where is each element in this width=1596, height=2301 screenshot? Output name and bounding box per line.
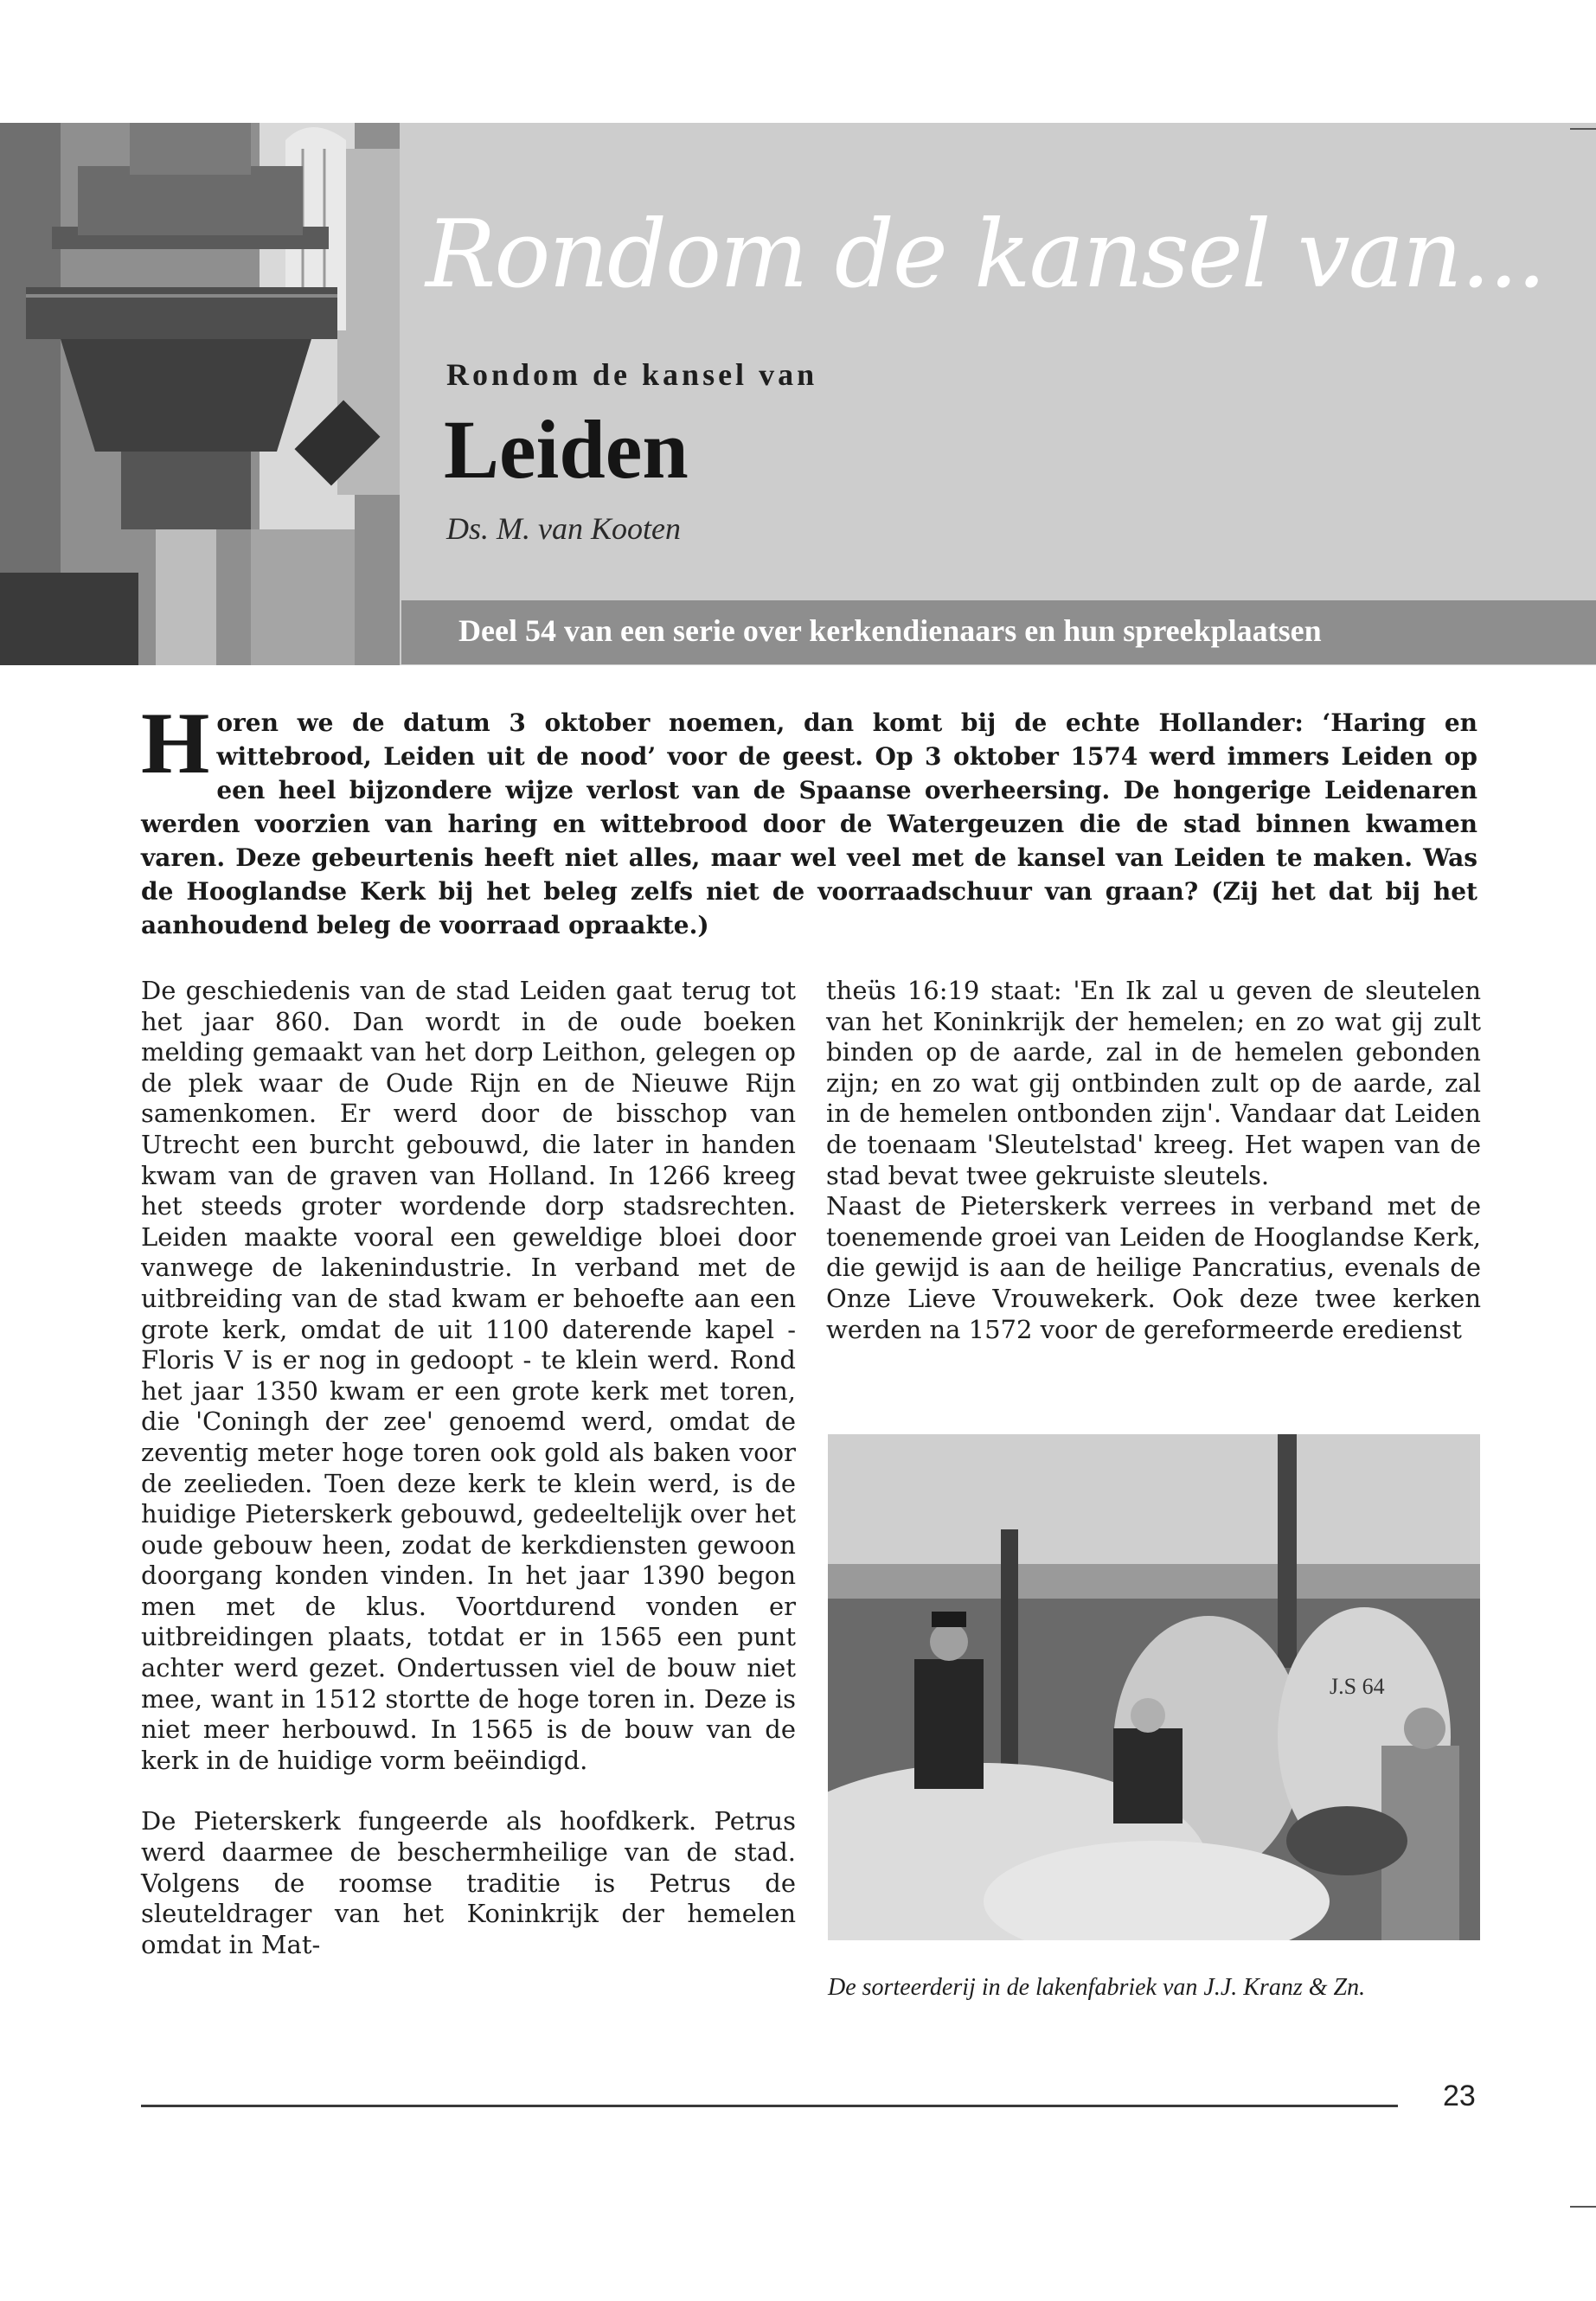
factory-photo — [828, 1434, 1480, 1940]
crop-mark — [1570, 128, 1596, 130]
pulpit-illustration — [0, 123, 400, 665]
article-title: Leiden — [444, 403, 689, 496]
script-title: Rondom de kansel van... — [426, 201, 1545, 309]
wool-sorting-illustration — [828, 1434, 1480, 1940]
body-paragraph: Naast de Pieterskerk verrees in verband met de toenemende groei van Leiden de Hooglandse Kerk, die gewijd is aan de heilige Pancratius, evenals de Onze Lieve Vrouwekerk. Ook deze twee kerken werden na 1572 voor de gereformeerde eredienst — [826, 1191, 1481, 1344]
photo-caption: De sorteerderij in de lakenfabriek van J.J. Kranz & Zn. — [828, 1974, 1366, 2001]
lead-text: oren we de datum 3 oktober noemen, dan komt bij de echte Hollander: ‘Haring en wittebrood, Leiden uit de nood’ voor de geest. Op 3 oktober 1574 werd immers Leiden op een heel bijzondere wijze verlost van de Spaanse overheersing. De hongerige Leidenaren werden voorzien van haring en wittebrood door de Watergeuzen die de stad binnen kwamen varen. Deze gebeurtenis heeft niet alles, maar wel veel met de kansel van Leiden te maken. Was de Hooglandse Kerk bij het beleg zelfs niet de voorraadschuur van graan? (Zij het dat bij het aanhoudend beleg de voorraad opraakte.) — [141, 708, 1477, 939]
crop-mark — [1570, 2206, 1596, 2208]
page-number: 23 — [1443, 2080, 1476, 2112]
pulpit-photo — [0, 123, 400, 665]
body-column-right — [826, 976, 1481, 1345]
body-column-left — [141, 976, 796, 1960]
bale-label: J.S 64 — [1330, 1674, 1385, 1699]
body-paragraph: De Pieterskerk fungeerde als hoofdkerk. Petrus werd daarmee de beschermheilige van de stad. Volgens de roomse traditie is Petrus de sleuteldrager van het Koninkrijk der hemelen omdat in Mat- — [141, 1806, 796, 1959]
article-kicker: Rondom de kansel van — [446, 357, 818, 392]
lead-paragraph — [141, 695, 1477, 942]
body-paragraph: De geschiedenis van de stad Leiden gaat terug tot het jaar 860. Dan wordt in de oude boeken melding gemaakt van het dorp Leithon, gelegen op de plek waar de Oude Rijn en de Nieuwe Rijn samenkomen. Er werd door de bisschop van Utrecht een burcht gebouwd, die later in handen kwam van de graven van Holland. In 1266 kreeg het steeds groter wordende dorp stadsrechten. Leiden maakte vooral een geweldige bloei door vanwege de lakenindustrie. In verband met de uitbreiding van de stad kwam er behoefte aan een grote kerk, omdat de uit 1100 daterende kapel - Floris V is er nog in gedoopt - te klein werd. Rond het jaar 1350 kwam er een grote kerk met toren, die 'Coningh der zee' genoemd werd, omdat de zeventig meter hoge toren ook gold als baken voor de zeelieden. Toen deze kerk te klein werd, is de huidige Pieterskerk gebouwd, gedeeltelijk over het oude gebouw heen, zodat de kerkdiensten gewoon doorgang konden vinden. In het jaar 1390 begon men met de klus. Voortdurend vonden er uitbreidingen plaats, totdat er in 1565 een punt achter werd gezet. Ondertussen viel de bouw niet mee, want in 1512 stortte de hoge toren in. Deze is niet meer herbouwd. In 1565 is de bouw van de kerk in de huidige vorm beëindigd. — [141, 976, 796, 1775]
series-label: Deel 54 van een serie over kerkendienaars en hun spreekplaatsen — [458, 613, 1322, 648]
body-paragraph: theüs 16:19 staat: 'En Ik zal u geven de sleutelen van het Koninkrijk der hemelen; en zo wat gij zult binden op de aarde, zal in de hemelen gebonden zijn; en zo wat gij ontbinden zult op de aarde, zal in de hemelen ontbonden zijn'. Vandaar dat Leiden de toenaam 'Sleutelstad' kreeg. Het wapen van de stad bevat twee gekruiste sleutels. — [826, 976, 1481, 1190]
author-byline: Ds. M. van Kooten — [446, 511, 681, 546]
footer-rule — [141, 2105, 1398, 2107]
drop-cap: H — [141, 695, 210, 792]
